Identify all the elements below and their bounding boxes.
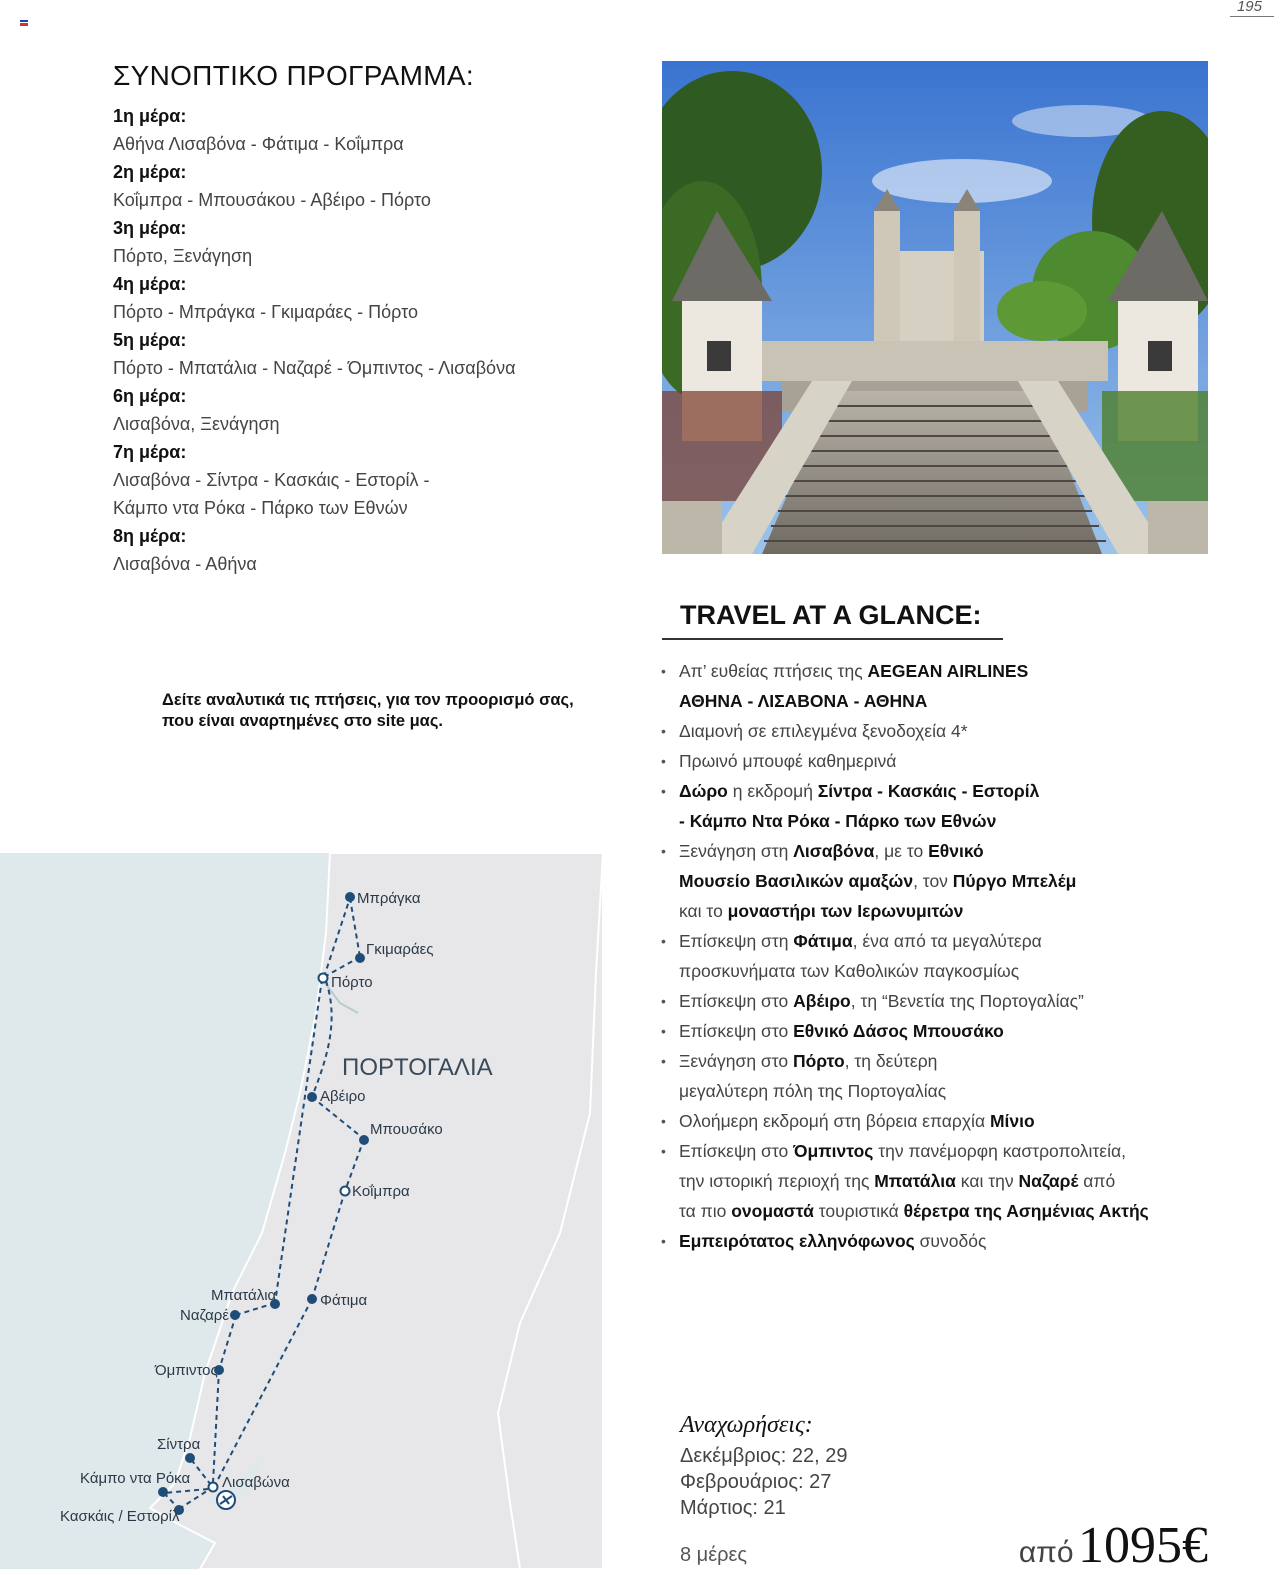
day-label: 5η μέρα:: [113, 330, 187, 350]
highlight-text: , τον: [913, 871, 953, 891]
departures-section: [680, 1412, 1000, 1521]
highlight-text: τουριστικά: [813, 1201, 904, 1221]
highlight-text: προσκυνήματα των Καθολικών παγκοσμίως: [679, 961, 1020, 981]
highlight-emphasis: μοναστήρι των Ιερωνυμιτών: [727, 901, 964, 921]
highlight-emphasis: Φάτιμα: [793, 931, 853, 951]
highlight-text: Επίσκεψη στο: [679, 1141, 794, 1161]
label-braga: Μπράγκα: [357, 890, 421, 907]
highlight-line: [661, 866, 1241, 896]
label-lisbon: Λισαβώνα: [222, 1474, 290, 1491]
day-label: 7η μέρα:: [113, 442, 187, 462]
sanctuary-photo: [662, 61, 1208, 554]
highlight-text: Επίσκεψη στο: [679, 1021, 794, 1041]
departure-line: Φεβρουάριος: 27: [680, 1471, 832, 1493]
marker-coimbra: [341, 1187, 350, 1196]
highlight-text: και το: [679, 901, 728, 921]
marker-aveiro: [307, 1092, 317, 1102]
highlight-emphasis: AEGEAN AIRLINES: [867, 661, 1029, 681]
highlight-text: την πανέμορφη καστροπολιτεία,: [873, 1141, 1126, 1161]
label-bussaco: Μπουσάκο: [370, 1121, 443, 1138]
route-map: [0, 853, 603, 1569]
marker-nazare: [230, 1310, 240, 1320]
highlight-text: μεγαλύτερη πόλη της Πορτογαλίας: [679, 1081, 947, 1101]
highlight-line: [661, 1196, 1241, 1226]
marker-cabo: [158, 1487, 168, 1497]
highlight-line: [661, 896, 1241, 926]
flights-note: Δείτε αναλυτικά τις πτήσεις, για τον προορισμό σας, που είναι αναρτημένες στο site μας.: [162, 691, 574, 730]
highlight-emphasis: Εθνικό Δάσος Μπουσάκο: [793, 1021, 1004, 1041]
flag-icon: [20, 20, 28, 26]
departures-title: Αναχωρήσεις:: [680, 1412, 813, 1438]
day-route: Λισαβόνα, Ξενάγηση: [113, 414, 280, 434]
day-list: [113, 102, 633, 578]
day-route: Λισαβόνα - Σίντρα - Κασκάις - Εστορίλ -: [113, 470, 430, 490]
departure-line: Μάρτιος: 21: [680, 1497, 786, 1519]
page-number-rule: [1230, 16, 1274, 17]
page-number: 195: [1236, 0, 1262, 15]
marker-fatima: [307, 1294, 317, 1304]
highlight-line: [661, 1076, 1241, 1106]
highlight-line: [661, 1046, 1241, 1076]
highlight-emphasis: - Κάμπο Ντα Ρόκα - Πάρκο των Εθνών: [679, 811, 997, 831]
day-label: 6η μέρα:: [113, 386, 187, 406]
highlight-line: [661, 746, 1241, 776]
airport-icon: [217, 1491, 235, 1509]
highlight-line: [661, 926, 1241, 956]
highlight-emphasis: Μπατάλια: [874, 1171, 956, 1191]
day-route: Πόρτο - Μπατάλια - Ναζαρέ - Όμπιντος - Λισαβόνα: [113, 358, 516, 378]
highlight-emphasis: Μίνιο: [989, 1111, 1035, 1131]
day-route: Κάμπο ντα Ρόκα - Πάρκο των Εθνών: [113, 498, 408, 518]
highlight-line: [661, 1136, 1241, 1166]
highlight-emphasis: Πύργο Μπελέμ: [952, 871, 1077, 891]
highlight-text: η εκδρομή: [727, 781, 818, 801]
day-label: 8η μέρα:: [113, 526, 187, 546]
label-porto: Πόρτο: [331, 974, 373, 991]
day-route: Αθήνα Λισαβόνα - Φάτιμα - Κοΐμπρα: [113, 134, 404, 154]
marker-sintra: [185, 1453, 195, 1463]
country-label: ΠΟΡΤΟΓΑΛΙΑ: [342, 1054, 493, 1081]
highlight-emphasis: Εθνικό: [928, 841, 984, 861]
program-title: ΣΥΝΟΠΤΙΚΟ ΠΡΟΓΡΑΜΜΑ:: [113, 60, 474, 91]
trip-duration: 8 μέρες: [680, 1544, 748, 1566]
marker-braga: [345, 892, 355, 902]
highlight-text: , τη δεύτερη: [844, 1051, 938, 1071]
highlight-text: , με το: [874, 841, 929, 861]
highlight-text: την ιστορική περιοχή της: [679, 1171, 875, 1191]
highlight-emphasis: θέρετρα της Ασημένιας Ακτής: [903, 1201, 1149, 1221]
map-land: [150, 853, 603, 1569]
highlight-text: Ξενάγηση στο: [679, 1051, 793, 1071]
highlight-line: [661, 776, 1241, 806]
highlight-line: [661, 1226, 1241, 1256]
highlight-line: [661, 656, 1241, 686]
highlight-text: και την: [955, 1171, 1019, 1191]
glance-title-rule: [662, 638, 1003, 640]
day-route: Πόρτο - Μπράγκα - Γκιμαράες - Πόρτο: [113, 302, 418, 322]
highlight-text: τα πιο: [679, 1201, 732, 1221]
highlight-emphasis: Μουσείο Βασιλικών αμαξών: [679, 871, 914, 891]
highlight-emphasis: Δώρο: [679, 781, 728, 801]
price: [1019, 1516, 1208, 1575]
label-guimaraes: Γκιμαράες: [366, 941, 434, 958]
day-route: Λισαβόνα - Αθήνα: [113, 554, 257, 574]
highlight-line: [661, 1106, 1241, 1136]
highlights-list: [661, 656, 1241, 1256]
highlight-line: [661, 1166, 1241, 1196]
highlight-emphasis: Όμπιντος: [793, 1141, 874, 1161]
highlight-emphasis: Σίντρα - Κασκάις - Εστορίλ: [817, 781, 1040, 801]
highlight-line: [661, 806, 1241, 836]
departure-line: Δεκέμβριος: 22, 29: [680, 1445, 848, 1467]
label-batalha: Μπατάλια: [211, 1287, 277, 1304]
highlight-text: Πρωινό μπουφέ καθημερινά: [679, 751, 897, 771]
label-cabo: Κάμπο ντα Ρόκα: [80, 1470, 191, 1487]
marker-porto: [319, 974, 328, 983]
highlight-text: Επίσκεψη στο: [679, 991, 794, 1011]
glance-title: TRAVEL AT A GLANCE:: [680, 600, 982, 630]
label-nazare: Ναζαρέ: [180, 1307, 230, 1324]
highlight-text: Απ’ ευθείας πτήσεις της: [679, 661, 868, 681]
day-label: 2η μέρα:: [113, 162, 187, 182]
day-label: 3η μέρα:: [113, 218, 187, 238]
day-label: 4η μέρα:: [113, 274, 187, 294]
marker-guimaraes: [355, 953, 365, 963]
day-route: Κοΐμπρα - Μπουσάκου - Αβέιρο - Πόρτο: [113, 190, 431, 210]
highlight-text: Ξενάγηση στη: [679, 841, 794, 861]
highlight-emphasis: ΑΘΗΝΑ - ΛΙΣΑΒΟΝΑ - ΑΘΗΝΑ: [679, 691, 928, 711]
highlight-emphasis: Αβέιρο: [793, 991, 851, 1011]
label-coimbra: Κοΐμπρα: [352, 1183, 410, 1200]
marker-bussaco: [359, 1135, 369, 1145]
marker-lisbon: [209, 1483, 218, 1492]
label-obidos: Όμπιντος: [155, 1362, 218, 1379]
highlight-text: , ένα από τα μεγαλύτερα: [852, 931, 1042, 951]
highlight-emphasis: Λισαβόνα: [793, 841, 875, 861]
day-route: Πόρτο, Ξενάγηση: [113, 246, 253, 266]
highlight-emphasis: ονομαστά: [731, 1201, 814, 1221]
highlight-text: από: [1078, 1171, 1116, 1191]
highlight-text: , τη “Βενετία της Πορτογαλίας”: [850, 991, 1084, 1011]
price-prefix: από: [1018, 1536, 1074, 1569]
program-section: [113, 60, 633, 578]
highlight-line: [661, 716, 1241, 746]
highlight-text: συνοδός: [914, 1231, 987, 1251]
label-cascais: Κασκάις / Εστορίλ: [60, 1508, 180, 1525]
highlight-line: [661, 1016, 1241, 1046]
highlight-line: [661, 686, 1241, 716]
highlight-text: Επίσκεψη στη: [679, 931, 794, 951]
highlight-emphasis: Εμπειρότατος ελληνόφωνος: [679, 1231, 915, 1251]
highlight-text: Διαμονή σε επιλεγμένα ξενοδοχεία 4*: [679, 721, 968, 741]
price-amount: 1095€: [1078, 1517, 1208, 1574]
highlight-emphasis: Ναζαρέ: [1018, 1171, 1079, 1191]
highlight-line: [661, 986, 1241, 1016]
highlight-text: Ολοήμερη εκδρομή στη βόρεια επαρχία: [679, 1111, 990, 1131]
highlight-line: [661, 836, 1241, 866]
label-fatima: Φάτιμα: [320, 1292, 368, 1309]
highlight-line: [661, 956, 1241, 986]
day-label: 1η μέρα:: [113, 106, 187, 126]
label-aveiro: Αβέιρο: [320, 1088, 366, 1105]
label-sintra: Σίντρα: [157, 1436, 201, 1453]
highlight-emphasis: Πόρτο: [792, 1051, 845, 1071]
